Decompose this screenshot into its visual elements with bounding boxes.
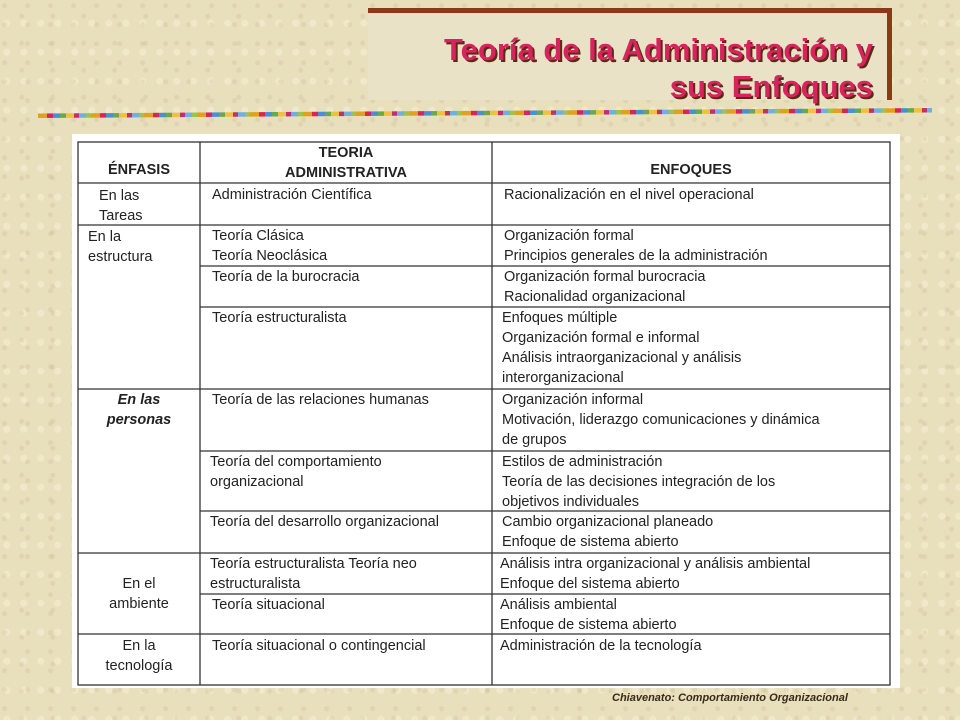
title-line-1: Teoría de la Administración y xyxy=(444,32,873,67)
enfasis-estructura: En la estructura xyxy=(88,229,153,265)
enfoques-cell: Cambio organizacional planeado Enfoque de sistema abierto xyxy=(502,514,714,550)
theory-table xyxy=(72,134,900,688)
enfoques-cell: Administración de la tecnología xyxy=(500,638,702,654)
enfoques-cell: Racionalización en el nivel operacional xyxy=(504,187,754,203)
enfasis-personas: En las personas xyxy=(106,392,172,428)
enfoques-cell: Organización informal Motivación, liderazgo comunicaciones y dinámica de grupos xyxy=(502,392,820,448)
teoria-cell: Teoría estructuralista Teoría neo estructuralista xyxy=(210,556,417,592)
enfoques-cell: Estilos de administración Teoría de las decisiones integración de los objetivos individuales xyxy=(502,454,776,510)
enfoques-cell: Análisis intra organizacional y análisis ambiental Enfoque del sistema abierto xyxy=(500,556,811,592)
teoria-cell: Teoría de la burocracia xyxy=(212,269,360,285)
enfasis-ambiente: En el ambiente xyxy=(109,576,169,612)
decorative-divider xyxy=(38,108,932,118)
header-enfasis: ÉNFASIS xyxy=(107,162,171,178)
header-enfoques: ENFOQUES xyxy=(650,162,732,178)
teoria-cell: Teoría de las relaciones humanas xyxy=(212,392,429,408)
header-teoria: TEORIA ADMINISTRATIVA xyxy=(285,145,407,181)
title-box xyxy=(368,8,892,104)
enfasis-tareas: En las Tareas xyxy=(99,188,143,224)
slide-title xyxy=(373,31,873,105)
title-line-2: sus Enfoques xyxy=(669,69,873,104)
teoria-cell: Administración Científica xyxy=(212,187,372,203)
teoria-cell: Teoría situacional o contingencial xyxy=(212,638,426,654)
enfasis-tecnologia: En la tecnología xyxy=(105,638,173,674)
teoria-cell: Teoría Clásica Teoría Neoclásica xyxy=(212,228,328,264)
enfoques-cell: Enfoques múltiple Organización formal e informal Análisis intraorganizacional y análisis interorganizacional xyxy=(502,310,742,386)
teoria-cell: Teoría estructuralista xyxy=(212,310,347,326)
teoria-cell: Teoría del comportamiento organizacional xyxy=(210,454,382,490)
teoria-cell: Teoría del desarrollo organizacional xyxy=(210,514,439,530)
teoria-cell: Teoría situacional xyxy=(212,597,325,613)
footer-citation: Chiavenato: Comportamiento Organizacional xyxy=(612,692,848,704)
enfoques-cell: Organización formal Principios generales de la administración xyxy=(504,228,768,264)
enfoques-cell: Análisis ambiental Enfoque de sistema abierto xyxy=(500,597,677,633)
enfoques-cell: Organización formal burocracia Racionalidad organizacional xyxy=(504,269,706,305)
